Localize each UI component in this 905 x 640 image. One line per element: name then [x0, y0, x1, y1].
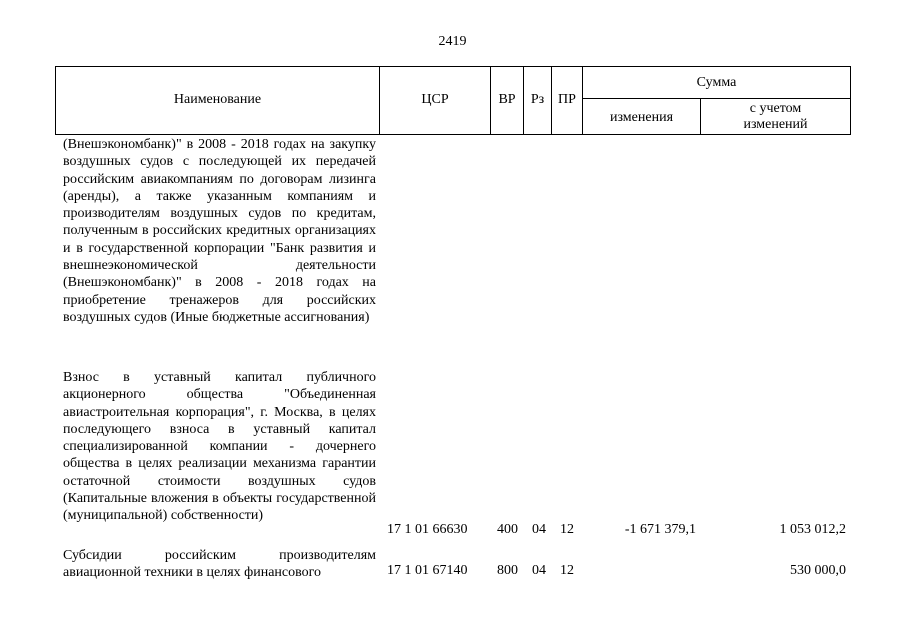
row-total: 530 000,0 — [790, 563, 846, 578]
row-name: Субсидии российским производителям авиационной техники в целях финансового — [63, 548, 376, 581]
row-name: (Внешэкономбанк)" в 2008 - 2018 годах на закупку воздушных судов с последующей их передачей российским авиакомпаниям по договорам лизинга (аренды), а также указанным компаниям и производителям воздушных судов по кредитам, полученным в российских кредитных организациях и в государственной корпорации "Банк развития и внешнеэкономической деятельности (Внешэкономбанк)" в 2008 - 2018 годах на приобретение тренажеров для российских воздушных судов (Иные бюджетные ассигнования) — [63, 137, 376, 325]
header-change: изменения — [609, 110, 674, 125]
row-name: Взнос в уставный капитал публичного акционерного общества "Объединенная авиастроительная корпорация", г. Москва, в целях последующего взноса в уставный капитал специализированной компании - дочернего общества в целях реализации механизма гарантии остаточной стоимости воздушных судов (Капитальные вложения в объекты государственной (муниципальной) собственности) — [63, 370, 376, 524]
row-csr: 17 1 01 66630 — [387, 522, 468, 537]
header-top-border — [55, 66, 850, 67]
header-with-changes-line1: с учетом — [749, 101, 802, 116]
sum-subheader-border — [582, 98, 850, 99]
header-pr: ПР — [558, 92, 576, 107]
row-csr: 17 1 01 67140 — [387, 563, 468, 578]
row-pr: 12 — [560, 522, 574, 537]
header-sum: Сумма — [696, 75, 737, 90]
header-rz: Рз — [530, 92, 545, 107]
row-rz: 04 — [532, 563, 546, 578]
header-bottom-border — [55, 134, 850, 135]
header-vr: ВР — [498, 92, 516, 107]
header-with-changes-line2: изменений — [743, 117, 808, 132]
header-csr: ЦСР — [421, 92, 449, 107]
page-number: 2419 — [438, 34, 467, 49]
row-pr: 12 — [560, 563, 574, 578]
row-vr: 400 — [497, 522, 518, 537]
row-total: 1 053 012,2 — [779, 522, 846, 537]
row-change: -1 671 379,1 — [624, 522, 696, 537]
header-name: Наименование — [173, 92, 262, 107]
row-rz: 04 — [532, 522, 546, 537]
header-right-border — [850, 66, 851, 135]
row-vr: 800 — [497, 563, 518, 578]
